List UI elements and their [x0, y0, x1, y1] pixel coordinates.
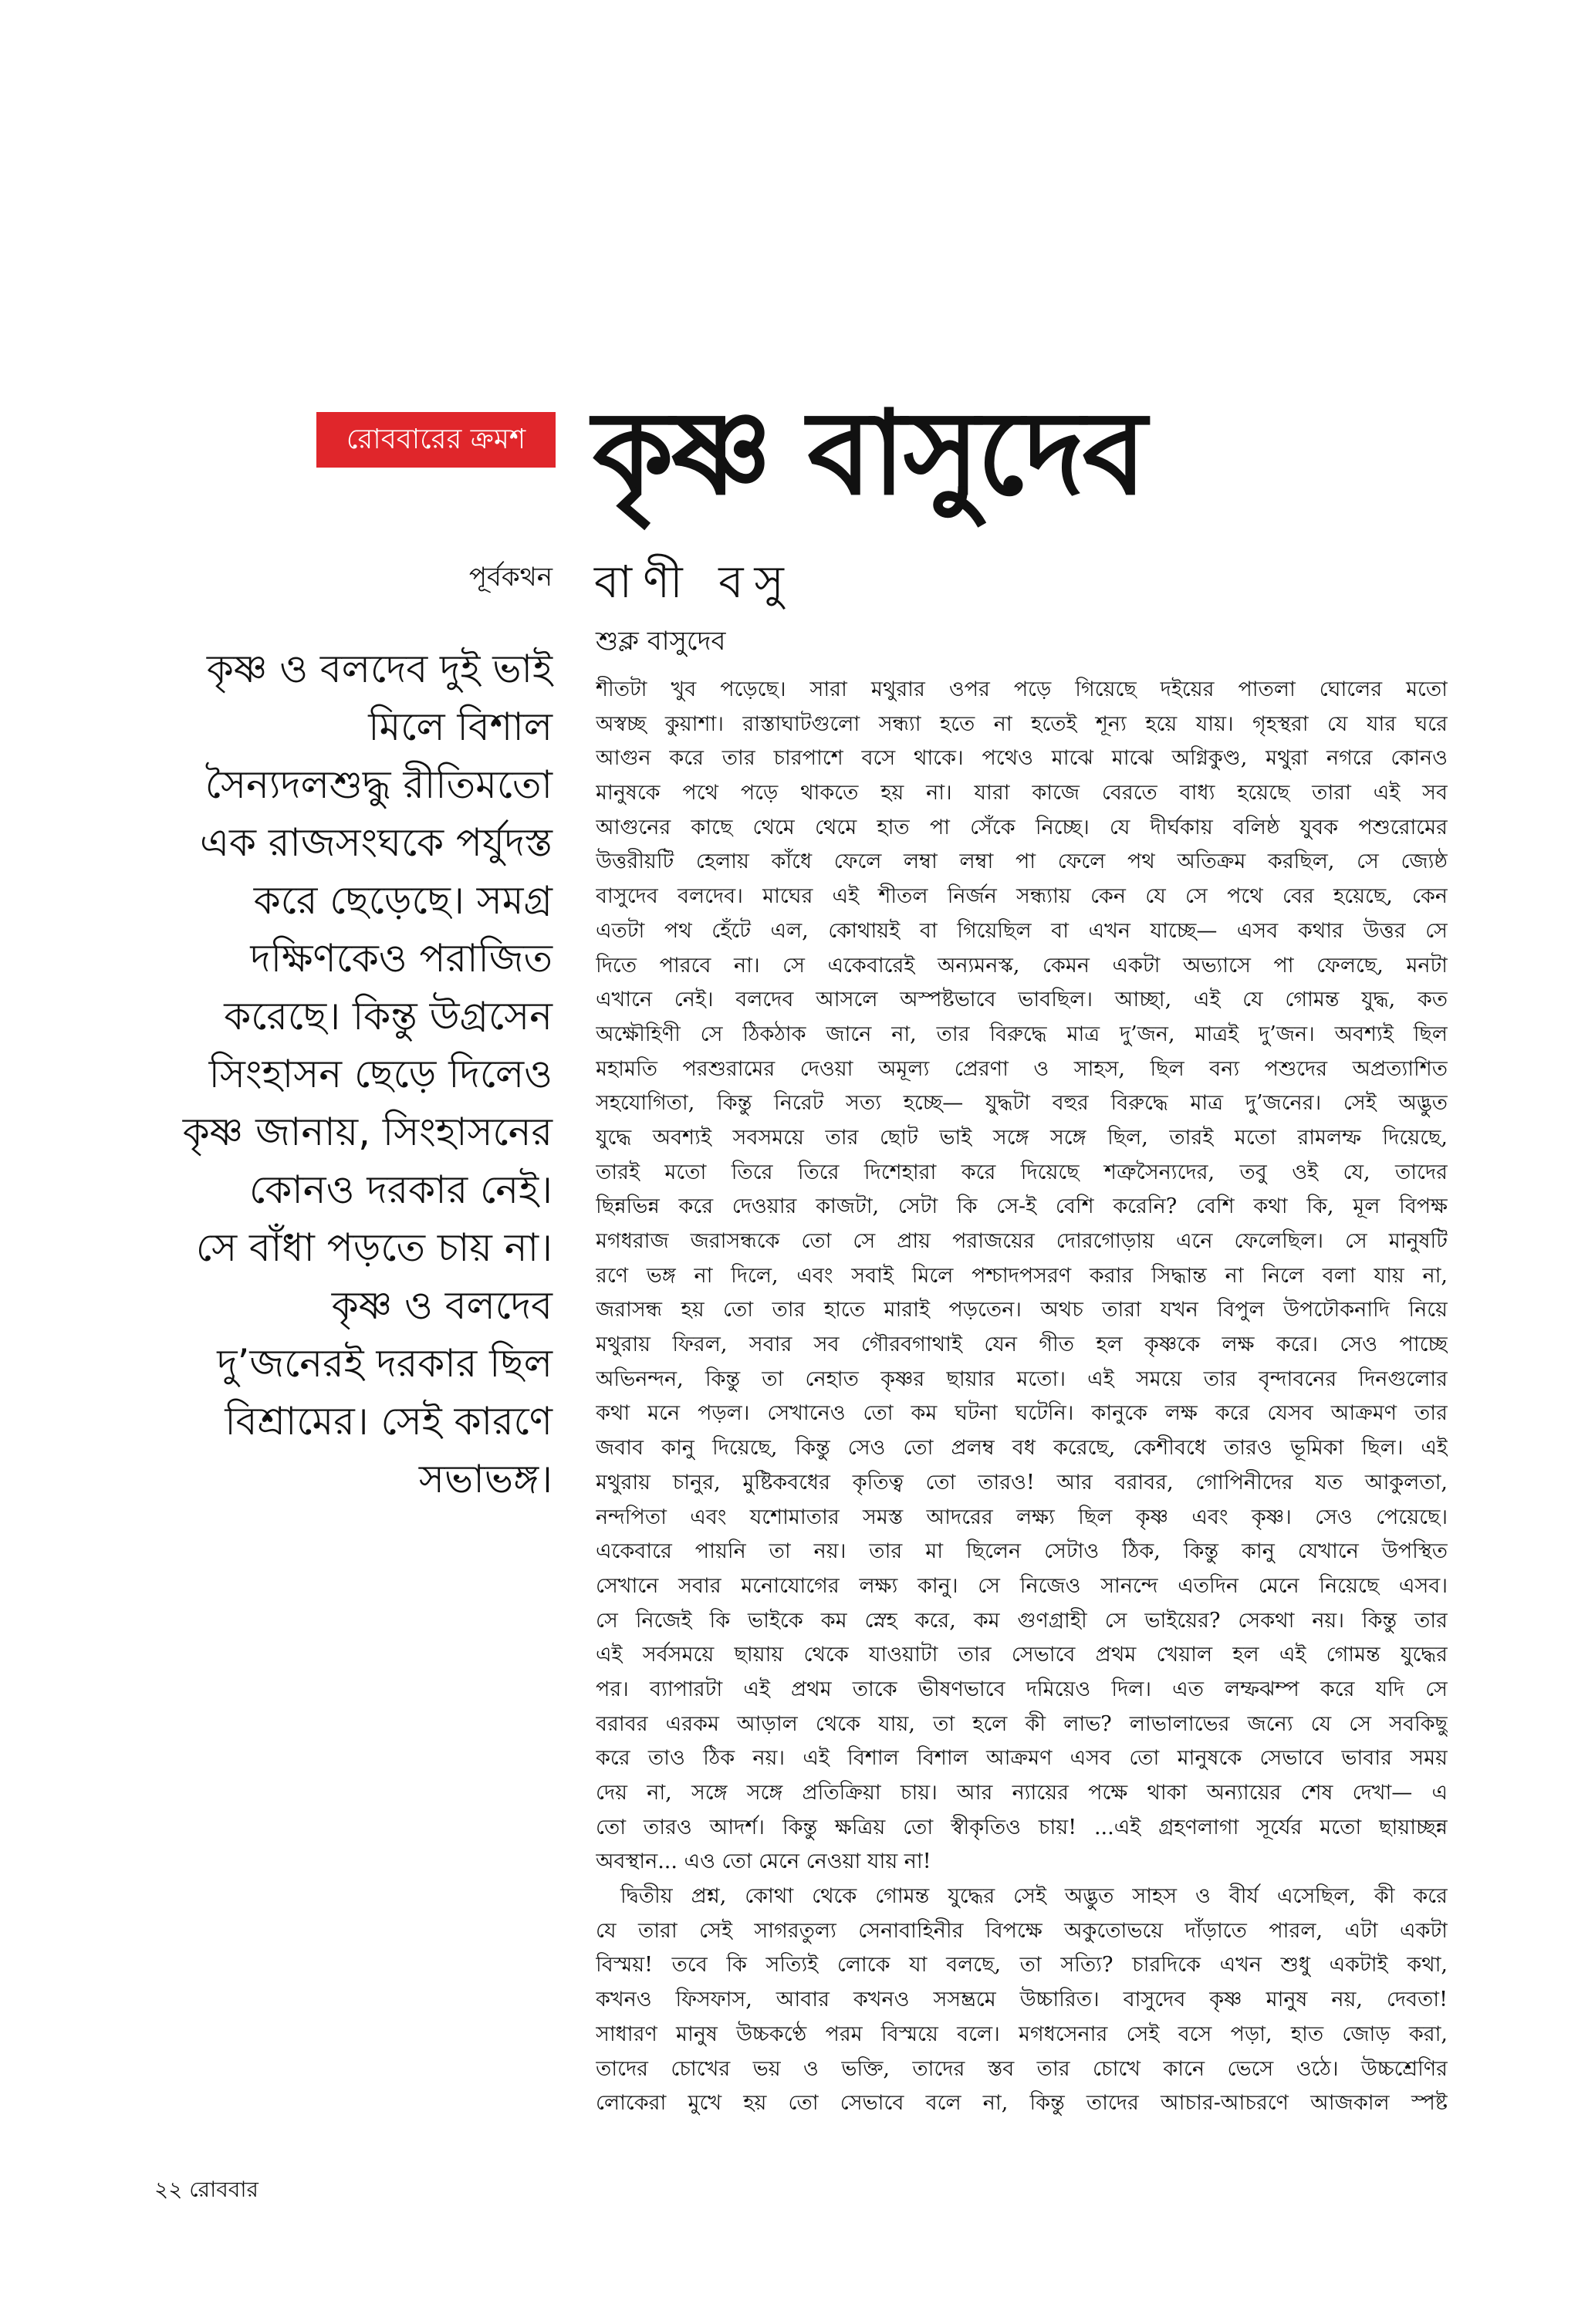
body-line: বাসুদেব বলদেব। মাঘের এই শীতল নির্জন সন্ধ্যায় কেন যে সে পথে বের হয়েছে, কেন	[596, 884, 1448, 909]
prelude-line: কোনও দরকার নেই।	[249, 1167, 553, 1212]
page-folio: ২২ রোববার	[154, 2177, 259, 2202]
prelude-line: কৃষ্ণ ও বলদেব দুই ভাই	[206, 647, 553, 691]
body-line: মানুষকে পথে পড়ে থাকতে হয় না। যারা কাজে বেরতে বাধ্য হয়েছে তারা এই সব	[596, 781, 1448, 806]
author-name: বাণী বসু	[594, 556, 795, 608]
body-line: এই সর্বসময়ে ছায়ায় থেকে যাওয়াটা তার সেভাবে প্রথম খেয়াল হল এই গোমন্ত যুদ্ধের	[596, 1643, 1448, 1667]
prelude-line: কৃষ্ণ ও বলদেব	[331, 1283, 553, 1328]
body-line: জরাসন্ধ হয় তো তার হাতে মারাই পড়তেন। অথচ তারা যখন বিপুল উপঢৌকনাদি নিয়ে	[596, 1298, 1448, 1322]
body-line: মগধরাজ জরাসন্ধকে তো সে প্রায় পরাজয়ের দোরগোড়ায় এনে ফেলেছিল। সে মানুষটি	[596, 1229, 1448, 1253]
prelude-line: সে বাঁধা পড়তে চায় না।	[195, 1225, 553, 1270]
body-line: ছিন্নভিন্ন করে দেওয়ার কাজটা, সেটা কি সে-ই বেশি করেনি? বেশি কথা কি, মূল বিপক্ষ	[596, 1194, 1448, 1219]
article-body	[596, 673, 1448, 2121]
body-line: অক্ষৌহিণী সে ঠিকঠাক জানে না, তার বিরুদ্ধে মাত্র দু’জন, মাত্রই দু’জন। অবশ্যই ছিল	[596, 1022, 1448, 1046]
body-line: তো তারও আদর্শ। কিন্তু ক্ষত্রিয় তো স্বীকৃতিও চায়! ...এই গ্রহণলাগা সূর্যের মতো ছায়াচ্ছন্ন	[596, 1815, 1448, 1839]
body-line: যে তারা সেই সাগরতুল্য সেনাবাহিনীর বিপক্ষে অকুতোভয়ে দাঁড়াতে পারল, এটা একটা	[596, 1918, 1448, 1943]
prelude-line: দু’জনেরই দরকার ছিল	[217, 1341, 553, 1386]
body-line: সহযোগিতা, কিন্তু নিরেট সত্য হচ্ছে— যুদ্ধটা বহুর বিরুদ্ধে মাত্র দু’জনের। সেই অদ্ভুত	[596, 1091, 1448, 1116]
body-line: আগুনের কাছে থেমে থেমে হাত পা সেঁকে নিচ্ছে। যে দীর্ঘকায় বলিষ্ঠ যুবক পশুরোমের	[596, 815, 1448, 839]
body-line: দিতে পারবে না। সে একেবারেই অন্যমনস্ক, কেমন একটা অভ্যাসে পা ফেলছে, মনটা	[596, 953, 1448, 978]
prelude-line: সৈন্যদলশুদ্ধু রীতিমতো	[204, 762, 553, 807]
body-line: অবস্থান... এও তো মেনে নেওয়া যায় না!	[596, 1849, 931, 1874]
body-line: এখানে নেই। বলদেব আসলে অস্পষ্টভাবে ভাবছিল। আচ্ছা, এই যে গোমন্ত যুদ্ধ, কত	[596, 988, 1448, 1012]
body-line: বিস্ময়! তবে কি সত্যিই লোকে যা বলছে, তা সত্যি? চারদিকে এখন শুধু একটাই কথা,	[596, 1953, 1448, 1978]
body-line: লোকেরা মুখে হয় তো সেভাবে বলে না, কিন্তু তাদের আচার-আচরণে আজকাল স্পষ্ট	[596, 2091, 1448, 2116]
body-line: পর। ব্যাপারটা এই প্রথম তাকে ভীষণভাবে দমিয়েও দিল। এত লম্ফঝম্প করে যদি সে	[596, 1677, 1448, 1701]
body-line: অস্বচ্ছ কুয়াশা। রাস্তাঘাটগুলো সন্ধ্যা হতে না হতেই শূন্য হয়ে যায়। গৃহস্থরা যে যার ঘরে	[596, 711, 1448, 736]
body-line: তারই মতো তিরে তিরে দিশেহারা করে দিয়েছে শত্রুসৈন্যদের, তবু ওই যে, তাদের	[596, 1160, 1448, 1184]
prelude-line: বিশ্রামের। সেই কারণে	[225, 1399, 553, 1444]
body-line: সেখানে সবার মনোযোগের লক্ষ্য কানু। সে নিজেও সানন্দে এতদিন মেনে নিয়েছে এসব।	[596, 1573, 1448, 1598]
prelude-summary	[77, 640, 553, 1508]
prelude-line: মিলে বিশাল	[368, 704, 553, 749]
prelude-line: কৃষ্ণ জানায়, সিংহাসনের	[182, 1110, 553, 1154]
body-line: যুদ্ধে অবশ্যই সবসময়ে তার ছোট ভাই সঙ্গে সঙ্গে ছিল, তারই মতো রামলম্ফ দিয়েছে,	[596, 1125, 1448, 1150]
prelude-line: এক রাজসংঘকে পর্যুদস্ত	[199, 820, 553, 865]
body-line: কখনও ফিসফাস, আবার কখনও সসম্ভ্রমে উচ্চারিত। বাসুদেব কৃষ্ণ মানুষ নয়, দেবতা!	[596, 1988, 1448, 2012]
body-line: সাধারণ মানুষ উচ্চকণ্ঠে পরম বিস্ময়ে বলে। মগধসেনার সেই বসে পড়া, হাত জোড় করা,	[596, 2022, 1448, 2046]
body-line: অভিনন্দন, কিন্তু তা নেহাত কৃষ্ণর ছায়ার মতো। এই সময়ে তার বৃন্দাবনের দিনগুলোর	[596, 1366, 1448, 1391]
body-line: আগুন করে তার চারপাশে বসে থাকে। পথেও মাঝে মাঝে অগ্নিকুণ্ড, মথুরা নগরে কোনও	[596, 746, 1448, 771]
body-line: বরাবর এরকম আড়াল থেকে যায়, তা হলে কী লাভ? লাভালাভের জন্যে যে সে সবকিছু	[596, 1711, 1448, 1736]
body-line: জবাব কানু দিয়েছে, কিন্তু সেও তো প্রলম্ব বধ করেছে, কেশীবধে তারও ভূমিকা ছিল। এই	[596, 1436, 1448, 1461]
body-line: কথা মনে পড়ল। সেখানেও তো কম ঘটনা ঘটেনি। কানুকে লক্ষ করে যেসব আক্রমণ তার	[596, 1401, 1448, 1426]
body-line: নন্দপিতা এবং যশোমাতার সমস্ত আদরের লক্ষ্য ছিল কৃষ্ণ এবং কৃষ্ণ। সেও পেয়েছে।	[596, 1505, 1448, 1529]
body-line: একেবারে পায়নি তা নয়। তার মা ছিলেন সেটাও ঠিক, কিন্তু কানু যেখানে উপস্থিত	[596, 1539, 1448, 1564]
prelude-label: পূর্বকথন	[468, 562, 553, 593]
body-line: দ্বিতীয় প্রশ্ন, কোথা থেকে গোমন্ত যুদ্ধের সেই অদ্ভুত সাহস ও বীর্য এসেছিল, কী করে	[620, 1884, 1448, 1909]
chapter-subtitle: শুক্ল বাসুদেব	[596, 626, 726, 657]
body-line: মথুরায় ফিরল, সবার সব গৌরবগাথাই যেন গীত হল কৃষ্ণকে লক্ষ করে। সেও পাচ্ছে	[596, 1333, 1448, 1357]
prelude-line: করেছে। কিন্তু উগ্রসেন	[224, 994, 553, 1039]
body-line: রণে ভঙ্গ না দিলে, এবং সবাই মিলে পশ্চাদপসরণ করার সিদ্ধান্ত না নিলে বলা যায় না,	[596, 1263, 1448, 1288]
prelude-line: সিংহাসন ছেড়ে দিলেও	[208, 1052, 553, 1096]
body-line: শীতটা খুব পড়েছে। সারা মথুরার ওপর পড়ে গিয়েছে দইয়ের পাতলা ঘোলের মতো	[596, 677, 1448, 701]
prelude-line: করে ছেড়েছে। সমগ্র	[253, 878, 553, 923]
body-line: করে তাও ঠিক নয়। এই বিশাল বিশাল আক্রমণ এসব তো মানুষকে সেভাবে ভাবার সময়	[596, 1746, 1448, 1771]
body-line: দেয় না, সঙ্গে সঙ্গে প্রতিক্রিয়া চায়। আর ন্যায়ের পক্ষে থাকা অন্যায়ের শেষ দেখা— এ	[596, 1781, 1448, 1805]
body-line: উত্তরীয়টি হেলায় কাঁধে ফেলে লম্বা লম্বা পা ফেলে পথ অতিক্রম করছিল, সে জ্যেষ্ঠ	[596, 850, 1448, 874]
article-title: কৃষ্ণ বাসুদেব	[593, 387, 1145, 521]
body-line: মথুরায় চানুর, মুষ্টিকবধের কৃতিত্ব তো তারও! আর বরাবর, গোপিনীদের যত আকুলতা,	[596, 1470, 1448, 1495]
prelude-line: দক্ষিণকেও পরাজিত	[250, 936, 553, 981]
body-line: তাদের চোখের ভয় ও ভক্তি, তাদের স্তব তার চোখে কানে ভেসে ওঠে। উচ্চশ্রেণির	[596, 2056, 1448, 2081]
body-line: এতটা পথ হেঁটে এল, কোথায়ই বা গিয়েছিল বা এখন যাচ্ছে— এসব কথার উত্তর সে	[596, 918, 1448, 943]
body-line: মহামতি পরশুরামের দেওয়া অমূল্য প্রেরণা ও সাহস, ছিল বন্য পশুদের অপ্রত্যাশিত	[596, 1056, 1448, 1081]
body-line: সে নিজেই কি ভাইকে কম স্নেহ করে, কম গুণগ্রাহী সে ভাইয়ের? সেকথা নয়। কিন্তু তার	[596, 1608, 1448, 1633]
series-label: রোববারের ক্রমশ	[316, 412, 556, 468]
prelude-line: সভাভঙ্গ।	[418, 1457, 553, 1501]
